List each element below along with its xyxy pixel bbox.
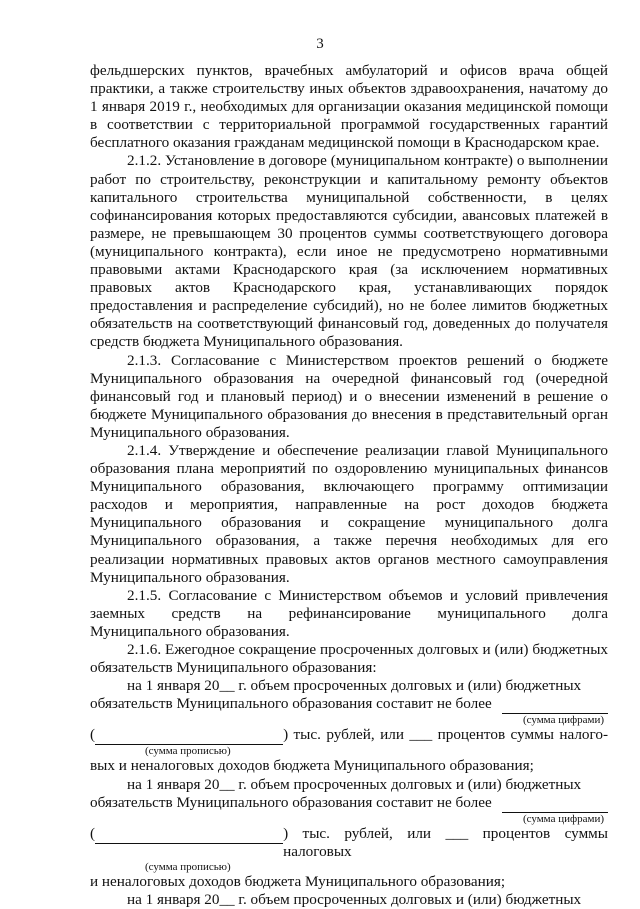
item-1-line-2-text: обязательств Муниципального образования составит не более: [90, 695, 492, 713]
caption-words-1: (сумма прописью): [145, 745, 231, 758]
caption-digits-2: (сумма цифрами): [522, 812, 604, 825]
amount-digits-blank-1: [502, 695, 608, 714]
item-1-rub-text: ) тыс. рублей, или ___ процентов суммы налого-: [283, 726, 608, 744]
paragraph-2-1-6: 2.1.6. Ежегодное сокращение просроченных долговых и (или) бюджетных обязательств Муниципального образования:: [90, 641, 608, 677]
document-body: [90, 62, 608, 909]
page-number: 3: [316, 36, 324, 52]
paragraph-continuation: фельдшерских пунктов, врачебных амбулаторий и офисов врача общей практики, а также строительству иных объектов здравоохранения, начатому до 1 января 2019 г., необходимых для организации оказания медицинской помощи в соответствии с территориальной программой государственных гарантий бесплатного оказания гражданам медицинской помощи в Краснодарском крае.: [90, 62, 608, 152]
item-1-line-2: [90, 695, 608, 714]
item-3-line-1: на 1 января 20__ г. объем просроченных долговых и (или) бюджетных: [127, 891, 582, 909]
item-2-line-1: на 1 января 20__ г. объем просроченных долговых и (или) бюджетных: [127, 775, 582, 793]
item-1-rub-line: ( ) тыс. рублей, или ___ процентов суммы налого-: [90, 726, 608, 745]
item-2-rub-text: ) тыс. рублей, или ___ процентов суммы налоговых: [283, 824, 608, 860]
amount-digits-blank-2: [502, 794, 608, 813]
paragraph-2-1-5: 2.1.5. Согласование с Министерством объемов и условий привлечения заемных средств на рефинансирование муниципального долга Муниципального образования.: [90, 586, 608, 640]
paragraph-2-1-3: 2.1.3. Согласование с Министерством проектов решений о бюджете Муниципального образования на очередной финансовый год (очередной финансовый год и плановый период) и о внесении изменений в решение о бюджете Муниципального образования до внесения в представительный орган Муниципального образования.: [90, 351, 608, 441]
item-2-line-2-text: обязательств Муниципального образования составит не более: [90, 793, 492, 811]
item-2-rub-line: ( ) тыс. рублей, или ___ процентов суммы налоговых: [90, 824, 608, 860]
caption-digits-1: (сумма цифрами): [522, 714, 604, 727]
item-2-tail: и неналоговых доходов бюджета Муниципального образования;: [90, 872, 506, 890]
amount-words-blank-1: [95, 726, 283, 745]
paragraph-2-1-2: 2.1.2. Установление в договоре (муниципальном контракте) о выполнении работ по строительству, реконструкции и капитальному ремонту объектов капитального строительства муниципальной собственности, в целях софинансирования которых предоставляются субсидии, авансовых платежей в размере, не превышающем 30 процентов суммы соответствующего договора (муниципального контракта), если иное не предусмотрено нормативными правовыми актами Краснодарского края (за исключением нормативных правовых актов Краснодарского края, устанавливающих порядок предоставления и распределение субсидий), но не более лимитов бюджетных обязательств на соответствующий финансовый год, доведенных до получателя средств бюджета Муниципального образования.: [90, 152, 608, 351]
item-1-line-1: на 1 января 20__ г. объем просроченных долговых и (или) бюджетных: [127, 677, 582, 695]
amount-words-blank-2: [95, 825, 283, 844]
item-2-line-2: [90, 794, 608, 813]
paragraph-2-1-4: 2.1.4. Утверждение и обеспечение реализации главой Муниципального образования плана мероприятий по оздоровлению муниципальных финансов Муниципального образования, включающего программу оптимизации расходов и мероприятия, направленные на рост доходов бюджета Муниципального образования и сокращение муниципального долга Муниципального образования, а также перечня необходимых для его реализации нормативных правовых актов органов местного самоуправления Муниципального образования.: [90, 441, 608, 586]
item-1-tail: вых и неналоговых доходов бюджета Муниципального образования;: [90, 757, 534, 775]
caption-words-2: (сумма прописью): [145, 860, 231, 873]
